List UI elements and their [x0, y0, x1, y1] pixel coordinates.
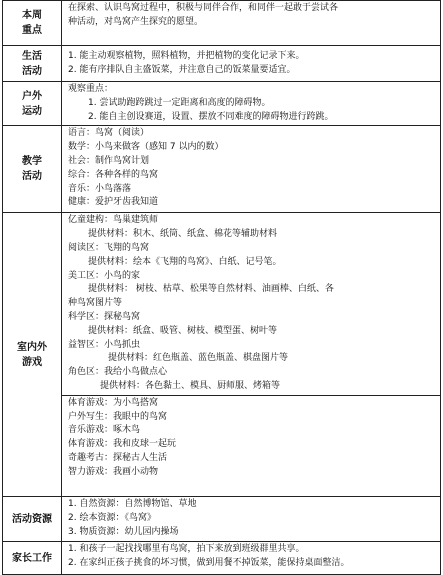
teaching-label: 教学 活动 [3, 126, 62, 213]
game-line: 奇趣考古：探秘古人生活 [68, 452, 168, 463]
family-line: 2. 在家纠正孩子挑食的坏习惯，做到用餐不掉饭菜，能保持桌面整洁。 [68, 558, 350, 569]
zone-line: 阅读区：飞翔的鸟窝 [68, 242, 150, 253]
game-line: 体育游戏：我和皮球一起玩 [68, 439, 177, 450]
outdoor-heading: 观察重点： [68, 84, 114, 94]
game-line: 音乐游戏：啄木鸟 [68, 425, 141, 436]
teaching-row [3, 126, 441, 213]
weekly-plan-table [2, 0, 441, 575]
zone-line: 提供材料：各色黏土、模具、厨师服、烤箱等 [100, 380, 281, 391]
zone-line: 提供材料：红色瓶盖、蓝色瓶盖、棋盘图片等 [108, 353, 289, 364]
life-line: 1. 能主动观察植物，照料植物，并把植物的变化记录下来。 [68, 50, 305, 61]
zone-line: 提供材料：积木、纸筒、纸盒、棉花等辅助材料 [88, 229, 278, 240]
game-line: 体育游戏：为小鸟搭窝 [68, 397, 159, 408]
outdoor-row [3, 82, 441, 126]
life-row [3, 46, 441, 82]
teaching-line: 数学：小鸟来做客（感知 7 以内的数） [68, 142, 224, 153]
life-content [62, 46, 441, 82]
zone-line: 提供材料：绘本《飞翔的鸟窝》、白纸、记号笔。 [88, 256, 282, 267]
goal-line: 在探索、认识鸟窝过程中，积极与同伴合作，和同伴一起敢于尝试各 [68, 3, 339, 13]
resource-line: 3. 物质资源：幼儿园内操场 [68, 526, 179, 537]
goal-label: 本周 重点 [3, 1, 62, 46]
outdoor-line: 1. 尝试助跑跨跳过一定距离和高度的障碍物。 [88, 97, 271, 108]
areas-label: 室内外 游戏 [3, 213, 62, 497]
resource-line: 2. 绘本资源：《鸟窝》 [68, 513, 156, 524]
zone-line: 科学区：探秘鸟窝 [68, 311, 141, 322]
life-label: 生活 活动 [3, 46, 62, 82]
zone-line: 提供材料：纸盒、吸管、树枝、模型蛋、树叶等 [88, 325, 278, 336]
areas-content [62, 213, 441, 497]
teaching-line: 健康：爱护牙齿我知道 [68, 197, 159, 208]
family-line: 1. 和孩子一起找找哪里有鸟窝，拍下来放到班级群里共享。 [68, 544, 305, 555]
teaching-line: 音乐：小鸟落落 [68, 183, 132, 194]
teaching-line: 社会：制作鸟窝计划 [68, 155, 150, 166]
goal-content [62, 1, 441, 46]
outdoor-content [62, 82, 441, 126]
family-row [3, 542, 441, 575]
teaching-line: 语言：鸟窝（阅读） [68, 128, 150, 139]
outdoor-line: 2. 能自主创设赛道，设置、摆放不同难度的障碍物进行跨跳。 [88, 111, 334, 122]
game-list [62, 395, 440, 480]
teaching-content [62, 126, 441, 213]
family-content [62, 542, 441, 575]
zone-line: 角色区：我给小鸟做点心 [68, 367, 168, 378]
resources-row [3, 497, 441, 542]
zone-line: 益智区：小鸟抓虫 [68, 339, 141, 350]
zone-line: 亿童建构：鸟巢建筑师 [68, 215, 159, 226]
family-label: 家长工作 [3, 542, 62, 575]
zone-line: 种鸟窝图片等 [68, 298, 123, 309]
game-line: 户外写生：我眼中的鸟窝 [68, 411, 168, 422]
outdoor-label: 户外 运动 [3, 82, 62, 126]
game-line: 智力游戏：我画小动物 [68, 466, 159, 477]
resources-label: 活动资源 [3, 497, 62, 542]
resource-line: 1. 自然资源：自然博物馆、草地 [68, 499, 197, 510]
zone-line: 提供材料： 树枝、枯草、松果等自然材料、油画棒、白纸、各 [88, 284, 334, 295]
zone-list [68, 214, 436, 393]
resources-content [62, 497, 441, 542]
zone-line: 美工区：小鸟的家 [68, 270, 141, 281]
life-line: 2. 能有序排队自主盛饭菜，并注意自己的饭菜量要适宜。 [68, 64, 296, 75]
areas-row [3, 213, 441, 497]
teaching-line: 综合：各种各样的鸟窝 [68, 169, 159, 180]
goal-line: 种活动，对鸟窝产生探究的愿望。 [68, 16, 204, 27]
goal-row [3, 1, 441, 46]
